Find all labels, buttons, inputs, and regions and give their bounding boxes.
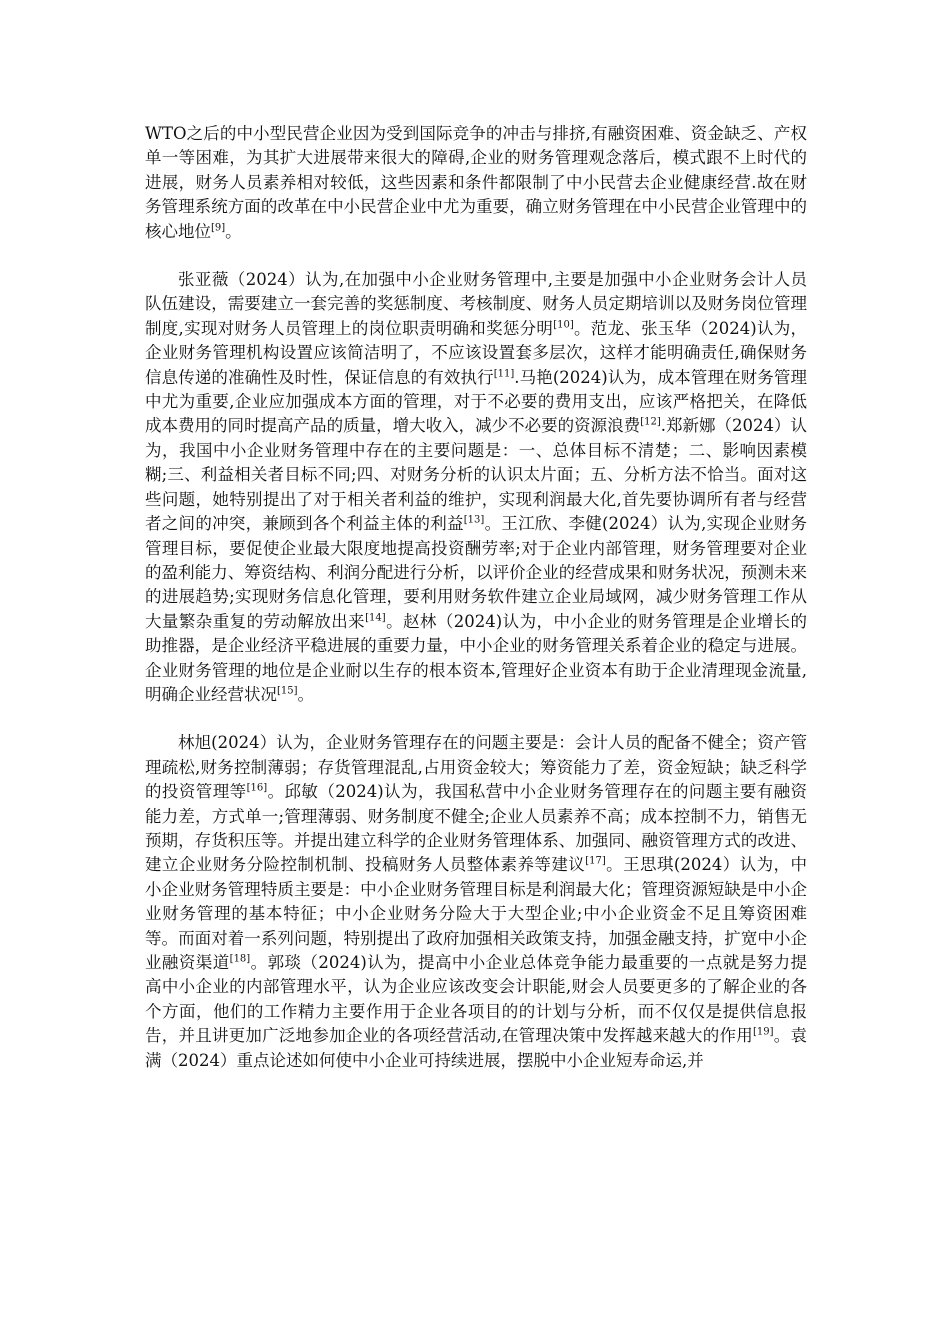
paragraph-text: 。赵林（2024)认为，中小企业的财务管理是企业增长的助推器，是企业经济平稳进展的重要力量，中小企业的财务管理关系着企业的稳定与进展。企业财务管理的地位是企业耐以生存的根本资本,管理好企业资本有助于企业清理现金流量,明确企业经营状况 <box>145 611 807 704</box>
paragraph-2 <box>145 268 807 707</box>
citation-marker: [11] <box>493 368 515 380</box>
citation-marker: [9] <box>211 222 226 234</box>
paragraph-text: 。 <box>297 684 315 704</box>
paragraph-text: 。邱敏（2024)认为，我国私营中小企业财务管理存在的问题主要有融资能力差，方式单一;管理薄弱、财务制度不健全;企业人员素养不高；成本控制不力，销售无预期，存货积压等。并提出建立科学的企业财务管理体系、加强同、融资管理方式的改进、建立企业财务分险控制机制、投稿财务人员整体素养等建议 <box>145 782 807 875</box>
paragraph-text: .郑新娜（2024）认为，我国中小企业财务管理中存在的主要问题是：一、总体目标不清楚；二、影响因素模糊;三、利益相关者目标不同;四、对财务分析的认识太片面；五、分析方法不恰当。面对这些问题，她特别提出了对于相关者利益的维护，实现利润最大化,首先要协调所有者与经营者之间的冲突，兼顾到各个利益主体的利益 <box>145 416 807 534</box>
paragraph-text: WTO之后的中小型民营企业因为受到国际竞争的冲击与排挤,有融资困难、资金缺乏、产权单一等困难，为其扩大进展带来很大的障碍,企业的财务管理观念落后，模式跟不上时代的进展，财务人员素养相对较低，这些因素和条件都限制了中小民营去企业健康经营.故在财务管理系统方面的改革在中小民营企业中尤为重要，确立财务管理在中小民营企业管理中的核心地位 <box>145 124 807 241</box>
paragraph-text: .马艳(2024)认为，成本管理在财务管理中尤为重要,企业应加强成本方面的管理，对于不必要的费用支出，应该严格把关，在降低成本费用的同时提高产品的质量，增大收入，减少不必要的资源浪费 <box>145 367 807 436</box>
paragraph-text: 。 <box>225 221 242 241</box>
paragraph-text: 。范龙、张玉华（2024)认为，企业财务管理机构设置应该简洁明了，不应该设置套多层次，这样才能明确责任,确保财务信息传递的准确性及时性，保证信息的有效执行 <box>145 318 807 387</box>
paragraph-text: 。王江欣、李健(2024）认为,实现企业财务管理目标，要促使企业最大限度地提高投资酬劳率;对于企业内部管理，财务管理要对企业的盈利能力、筹资结构、利润分配进行分析，以评价企业的经营成果和财务状况，预测未来的进展趋势;实现财务信息化管理，要利用财务软件建立企业局域网，减少财务管理工作从大量繁杂重复的劳动解放出来 <box>145 514 807 631</box>
citation-marker: [10] <box>553 319 574 331</box>
citation-marker: [12] <box>640 416 661 428</box>
citation-marker: [13] <box>463 514 485 526</box>
paragraph-1 <box>145 122 807 244</box>
citation-marker: [18] <box>229 953 251 965</box>
citation-marker: [19] <box>753 1026 774 1038</box>
citation-marker: [17] <box>585 855 606 867</box>
paragraph-text: 张亚薇（2024）认为,在加强中小企业财务管理中,主要是加强中小企业财务会计人员队伍建设，需要建立一套完善的奖惩制度、考核制度、财务人员定期培训以及财务岗位管理制度,实现对财务人员管理上的岗位职责明确和奖惩分明 <box>145 270 807 338</box>
citation-marker: [14] <box>365 612 386 624</box>
paragraph-3 <box>145 731 807 1073</box>
paragraph-text: 。袁满（2024）重点论述如何使中小企业可持续进展，摆脱中小企业短寿命运,并 <box>145 1026 808 1070</box>
paragraph-text: 林旭(2024）认为，企业财务管理存在的问题主要是：会计人员的配备不健全；资产管理疏松,财务控制薄弱；存货管理混乱,占用资金较大；筹资能力了差，资金短缺；缺乏科学的投资管理等 <box>145 733 807 802</box>
document-body <box>145 122 807 1073</box>
citation-marker: [16] <box>246 782 268 794</box>
paragraph-text: 。王思琪(2024）认为，中小企业财务管理特质主要是：中小企业财务管理目标是利润最大化；管理资源短缺是中小企业财务管理的基本特征；中小企业财务分险大于大型企业;中小企业资金不足且筹资困难等。而面对着一系列问题，特别提出了政府加强相关政策支持，加强金融支持，扩宽中小企业融资渠道 <box>145 855 807 972</box>
paragraph-text: 。郭琰（2024)认为，提高中小企业总体竞争能力最重要的一点就是努力提高中小企业的内部管理水平，认为企业应该改变会计职能,财会人员要更多的了解企业的各个方面，他们的工作精力主要作用于企业各项目的的计划与分析，而不仅仅是提供信息报告，并且讲更加广泛地参加企业的各项经营活动,在管理决策中发挥越来越大的作用 <box>145 953 808 1046</box>
citation-marker: [15] <box>277 685 298 697</box>
